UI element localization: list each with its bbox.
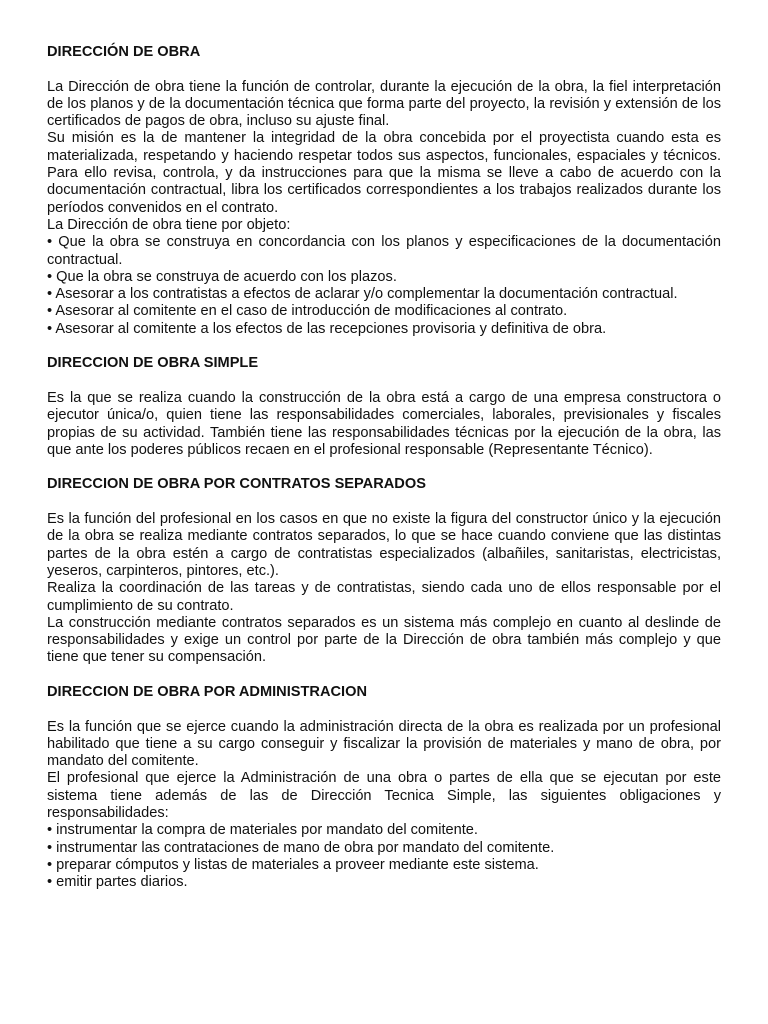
section-direccion-de-obra-simple — [47, 355, 721, 459]
bullet-item: • Que la obra se construya de acuerdo con los plazos. — [47, 268, 397, 285]
paragraph: La Dirección de obra tiene por objeto: — [47, 216, 291, 233]
section-por-administracion — [47, 684, 721, 892]
paragraph: Es la función del profesional en los casos en que no existe la figura del constructor único y la ejecución de la obra se realiza mediante contratos separados, lo que se hace cuando conviene que las distintas partes de la obra estén a cargo de contratistas especializados (albañiles, sanitaristas, electricistas, yeseros, carpinteros, pintores, etc.). — [47, 511, 721, 579]
bullet-item: • preparar cómputos y listas de materiales a proveer mediante este sistema. — [47, 856, 539, 873]
section-contratos-separados — [47, 476, 721, 666]
bullet-item: • Que la obra se construya en concordancia con los planos y especificaciones de la documentación contractual. — [47, 234, 721, 268]
paragraph: La construcción mediante contratos separados es un sistema más complejo en cuanto al deslinde de responsabilidades y exige un control por parte de la Dirección de obra también más complejo y que tiene que tener su compensación. — [47, 614, 721, 666]
paragraph: Realiza la coordinación de las tareas y de contratistas, siendo cada uno de ellos responsable por el cumplimiento de su contrato. — [47, 580, 721, 614]
paragraph: Su misión es la de mantener la integridad de la obra concebida por el proyectista cuando esta es materializada, respetando y haciendo respetar todos sus aspectos, funcionales, espaciales y técnicos. Para ello revisa, controla, y da instrucciones para que la misma se lleve a cabo de acuerdo con la documentación contractual, libra los certificados correspondientes a los trabajos realizados durante los períodos convenidos en el contrato. — [47, 130, 721, 216]
section-heading: DIRECCION DE OBRA POR ADMINISTRACION — [47, 683, 367, 700]
section-body — [47, 79, 721, 338]
paragraph: El profesional que ejerce la Administración de una obra o partes de ella que se ejecutan por este sistema tiene además de las de Dirección Tecnica Simple, las siguientes obligaciones y responsabilidades: — [47, 770, 721, 822]
section-heading: DIRECCION DE OBRA SIMPLE — [47, 355, 259, 372]
section-direccion-de-obra — [47, 44, 721, 338]
paragraph: Es la que se realiza cuando la construcción de la obra está a cargo de una empresa constructora o ejecutor única/o, quien tiene las responsabilidades comerciales, laborales, previsionales y fiscales propias de su actividad. También tiene las responsabilidades técnicas por la ejecución de la obra, las que ante los poderes públicos recaen en el profesional responsable (Representante Técnico). — [47, 389, 721, 458]
paragraph: La Dirección de obra tiene la función de controlar, durante la ejecución de la obra, la fiel interpretación de los planos y de la documentación técnica que forma parte del proyecto, la revisión y extensión de los certificados de pagos de obra, incluso su ajuste final. — [47, 78, 721, 130]
section-body — [47, 390, 721, 459]
bullet-item: • Asesorar al comitente en el caso de introducción de modificaciones al contrato. — [47, 303, 568, 320]
bullet-item: • Asesorar al comitente a los efectos de las recepciones provisoria y definitiva de obra. — [47, 320, 607, 337]
section-heading: DIRECCIÓN DE OBRA — [47, 44, 201, 60]
section-body — [47, 719, 721, 892]
paragraph: Es la función que se ejerce cuando la administración directa de la obra es realizada por un profesional habilitado que tiene a su cargo conseguir y fiscalizar la provisión de materiales y mano de obra, por mandato del comitente. — [47, 718, 721, 770]
section-heading: DIRECCION DE OBRA POR CONTRATOS SEPARADOS — [47, 476, 426, 493]
bullet-item: • instrumentar la compra de materiales por mandato del comitente. — [47, 822, 478, 839]
bullet-item: • instrumentar las contrataciones de mano de obra por mandato del comitente. — [47, 839, 555, 856]
bullet-item: • Asesorar a los contratistas a efectos de aclarar y/o complementar la documentación contractual. — [47, 286, 678, 303]
bullet-item: • emitir partes diarios. — [47, 874, 188, 891]
section-body — [47, 511, 721, 667]
